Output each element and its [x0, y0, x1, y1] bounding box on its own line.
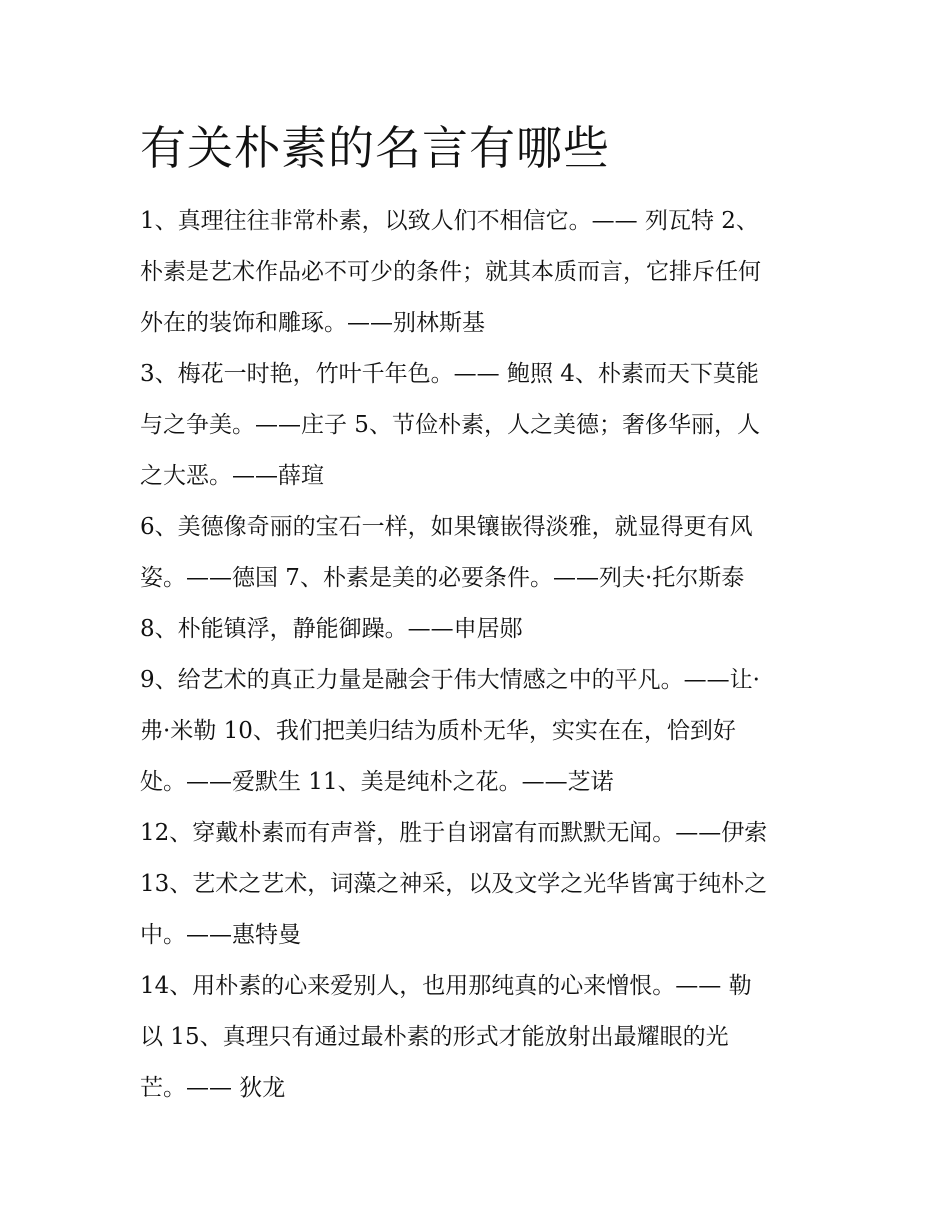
- text-line: 9、给艺术的真正力量是融会于伟大情感之中的平凡。——让·: [140, 667, 760, 693]
- paragraph-3: [140, 502, 820, 604]
- text-line: 外在的装饰和雕琢。——别林斯基: [140, 310, 485, 336]
- paragraph-5: [140, 655, 820, 808]
- text-line: 芒。—— 狄龙: [140, 1075, 286, 1101]
- paragraph-7: [140, 961, 820, 1114]
- text-line: 3、梅花一时艳，竹叶千年色。—— 鲍照 4、朴素而天下莫能: [140, 361, 759, 387]
- text-line: 13、艺术之艺术，词藻之神采，以及文学之光华皆寓于纯朴之: [140, 871, 768, 897]
- text-line: 与之争美。——庄子 5、节俭朴素，人之美德；奢侈华丽，人: [140, 412, 760, 438]
- text-line: 14、用朴素的心来爱别人，也用那纯真的心来憎恨。—— 勒: [140, 973, 752, 999]
- text-line: 中。——惠特曼: [140, 922, 301, 948]
- document-title: 有关朴素的名言有哪些: [140, 121, 610, 175]
- text-line: 12、穿戴朴素而有声誉，胜于自诩富有而默默无闻。——伊索: [140, 820, 768, 846]
- text-line: 朴素是艺术作品必不可少的条件；就其本质而言，它排斥任何: [140, 259, 761, 285]
- document-body: [140, 196, 820, 1114]
- text-line: 1、真理往往非常朴素，以致人们不相信它。—— 列瓦特 2、: [140, 208, 759, 234]
- text-line: 以 15、真理只有通过最朴素的形式才能放射出最耀眼的光: [140, 1024, 729, 1050]
- paragraph-1: [140, 196, 820, 349]
- paragraph-4: [140, 604, 820, 655]
- paragraph-2: [140, 349, 820, 502]
- text-line: 弗·米勒 10、我们把美归结为质朴无华，实实在在，恰到好: [140, 718, 736, 744]
- text-line: 8、朴能镇浮，静能御躁。——申居郧: [140, 616, 523, 642]
- text-line: 处。——爱默生 11、美是纯朴之花。——芝诺: [140, 769, 614, 795]
- text-line: 姿。——德国 7、朴素是美的必要条件。——列夫·托尔斯泰: [140, 565, 745, 591]
- text-line: 之大恶。——薛瑄: [140, 463, 324, 489]
- paragraph-6: [140, 808, 820, 961]
- text-line: 6、美德像奇丽的宝石一样，如果镶嵌得淡雅，就显得更有风: [140, 514, 753, 540]
